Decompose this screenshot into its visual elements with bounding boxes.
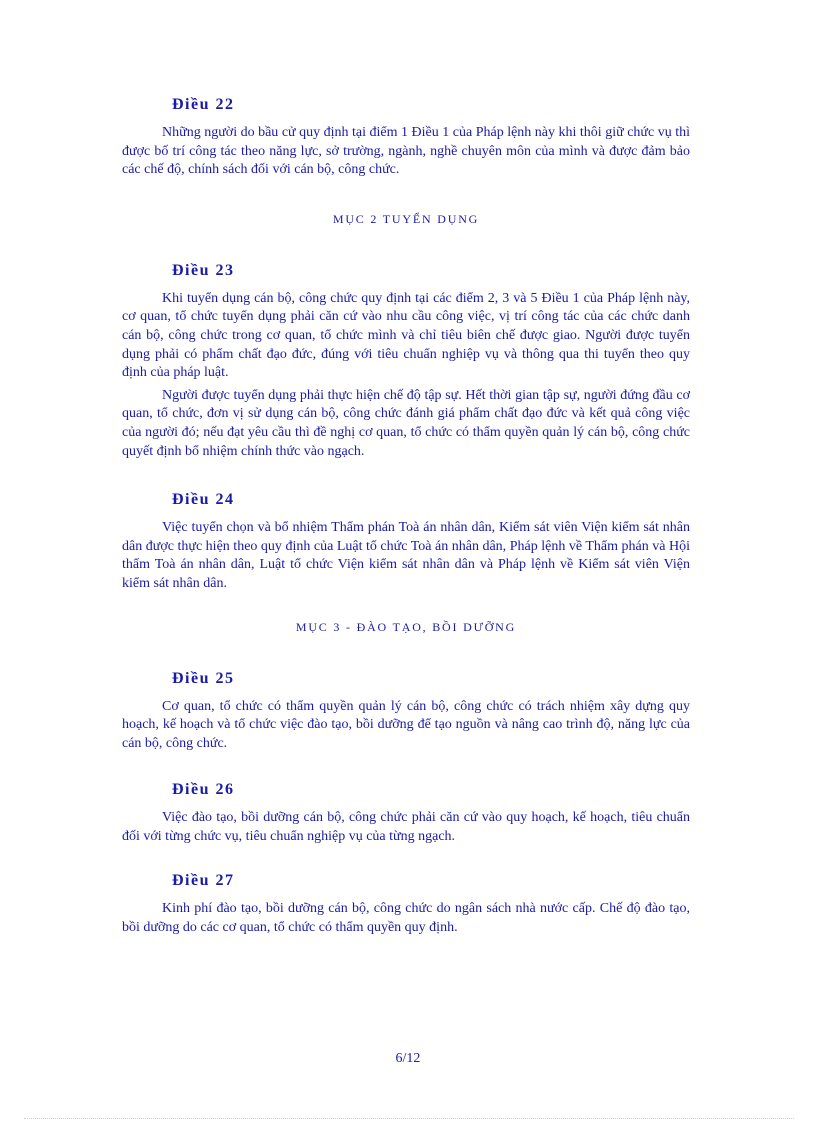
article-paragraph: Việc tuyển chọn và bổ nhiệm Thẩm phán Toà án nhân dân, Kiểm sát viên Viện kiểm sát nhân dân được thực hiện theo quy định của Luật tổ chức Toà án nhân dân, Pháp lệnh về Thẩm phán và Hội thẩm Toà án nhân dân, Luật tổ chức Viện kiểm sát nhân dân và Pháp lệnh về Kiểm sát viên Viện kiểm sát nhân dân. bbox=[122, 520, 690, 591]
article-paragraph: Cơ quan, tổ chức có thẩm quyền quản lý cán bộ, công chức có trách nhiệm xây dựng quy hoạch, kế hoạch và tổ chức việc đào tạo, bồi dưỡng để tạo nguồn và nâng cao trình độ, năng lực của cán bộ, công chức. bbox=[122, 698, 690, 751]
article-24 bbox=[122, 489, 690, 593]
article-23 bbox=[122, 260, 690, 461]
article-title: Điều 25 bbox=[172, 669, 235, 687]
page-number: 6/12 bbox=[395, 1051, 421, 1066]
article-title: Điều 27 bbox=[172, 872, 235, 890]
article-26 bbox=[122, 779, 690, 846]
article-paragraph: Khi tuyển dụng cán bộ, công chức quy định tại các điểm 2, 3 và 5 Điều 1 của Pháp lệnh này, cơ quan, tổ chức tuyển dụng phải căn cứ vào nhu cầu công việc, vị trí công tác của các chức danh cán bộ, công chức trong cơ quan, tổ chức mình và chỉ tiêu biên chế được giao. Người được tuyển dụng phải có phẩm chất đạo đức, đúng với tiêu chuẩn nghiệp vụ và thông qua thi tuyển theo quy định của pháp luật. bbox=[122, 290, 690, 381]
article-25 bbox=[122, 668, 690, 754]
article-title: Điều 22 bbox=[172, 96, 235, 113]
page-bottom-divider bbox=[24, 1118, 794, 1119]
article-paragraph: Những người do bầu cử quy định tại điểm 1 Điều 1 của Pháp lệnh này khi thôi giữ chức vụ thì được bố trí công tác theo năng lực, sở trường, ngành, nghề chuyên môn của mình và được đảm bảo các chế độ, chính sách đối với cán bộ, công chức. bbox=[122, 125, 690, 178]
article-title: Điều 26 bbox=[172, 781, 235, 799]
article-title: Điều 23 bbox=[172, 261, 235, 279]
section-heading-muc-3: MỤC 3 - ĐÀO TẠO, BỒI DƯỠNG bbox=[295, 619, 517, 634]
document-body bbox=[122, 94, 690, 938]
section-heading-muc-2: MỤC 2 TUYỂN DỤNG bbox=[332, 211, 480, 226]
article-22 bbox=[122, 94, 690, 180]
article-title: Điều 24 bbox=[172, 491, 235, 509]
article-paragraph: Kinh phí đào tạo, bồi dưỡng cán bộ, công chức do ngân sách nhà nước cấp. Chế độ đào tạo, bồi dưỡng do các cơ quan, tổ chức có thẩm quyền quy định. bbox=[122, 901, 690, 936]
article-paragraph: Việc đào tạo, bồi dưỡng cán bộ, công chức phải căn cứ vào quy hoạch, kế hoạch, tiêu chuẩn đối với từng chức vụ, tiêu chuẩn nghiệp vụ của từng ngạch. bbox=[122, 810, 690, 844]
article-paragraph: Người được tuyển dụng phải thực hiện chế độ tập sự. Hết thời gian tập sự, người đứng đầu cơ quan, tổ chức, đơn vị sử dụng cán bộ, công chức đánh giá phẩm chất đạo đức và kết quả công việc của người đó; nếu đạt yêu cầu thì đề nghị cơ quan, tổ chức có thẩm quyền quản lý cán bộ, công chức quyết định bổ nhiệm chính thức vào ngạch. bbox=[122, 387, 690, 459]
article-27 bbox=[122, 870, 690, 937]
